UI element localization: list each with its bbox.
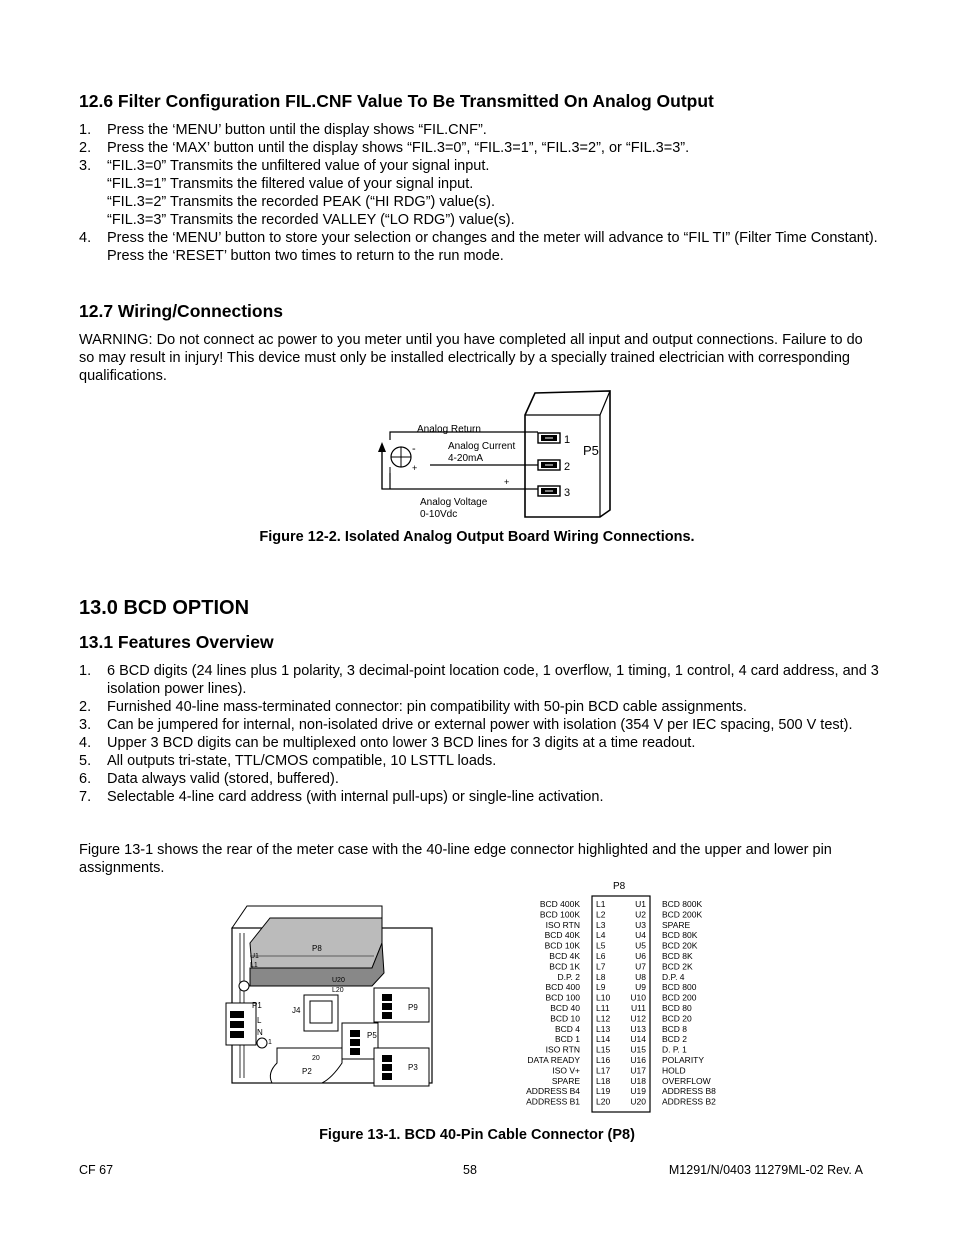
warning-paragraph: WARNING: Do not connect ac power to you meter until you have completed all input and output connections. Failure to do so may result in injury! This device must only be installed electrically by a specially trained electrician with corresponding qualifications.: [79, 332, 863, 384]
list-item-text: “FIL.3=1” Transmits the filtered value of your signal input.: [107, 176, 474, 192]
pin-lower: L1: [596, 899, 606, 909]
pin-left-label: ISO V+: [552, 1065, 580, 1076]
list-item: [79, 752, 879, 770]
list-12-6: [79, 121, 879, 265]
list-item-text: “FIL.3=2” Transmits the recorded PEAK (“HI RDG”) value(s).: [107, 194, 495, 210]
pin-upper: U18: [630, 1075, 646, 1086]
meter-l1-label: L1: [250, 962, 258, 969]
pin-right-label: D. P. 1: [662, 1044, 687, 1055]
pin-right-label: ADDRESS B2: [662, 1096, 716, 1107]
pin-left-label: ISO RTN: [545, 919, 580, 930]
list-item-text: Furnished 40-line mass-terminated connector: pin compatibility with 50-pin BCD cable assignments.: [107, 699, 747, 715]
list-item-text: Can be jumpered for internal, non-isolated drive or external power with isolation (354 V per IEC spacing, 500 V test).: [107, 717, 853, 733]
pin-upper: U6: [635, 951, 646, 961]
meter-u20-label: U20: [332, 977, 345, 984]
figure-13-1-caption: Figure 13-1. BCD 40-Pin Cable Connector (P8): [319, 1127, 635, 1143]
list-item-number: 5.: [79, 753, 92, 769]
screw-icon: [239, 981, 249, 991]
p5-terminal-3: [538, 486, 560, 496]
pin-right-label: BCD 2K: [662, 961, 693, 972]
pin-upper: U11: [631, 1003, 646, 1013]
pin-right-label: POLARITY: [662, 1055, 705, 1065]
pin-right-label: BCD 80: [662, 1003, 692, 1013]
pin-upper: U3: [635, 919, 646, 930]
list-item-number: 3.: [79, 717, 92, 733]
pin-upper: U15: [630, 1044, 646, 1055]
pin-left-label: BCD 40K: [544, 930, 580, 941]
plus-sign-wire: +: [504, 477, 510, 487]
p5-terminal-1: [538, 433, 560, 443]
pin-left-label: SPARE: [551, 1075, 580, 1086]
meter-l-label: L: [257, 1016, 262, 1025]
pin-left-label: BCD 10K: [544, 940, 580, 951]
section-13-0-heading: 13.0 BCD OPTION: [79, 597, 250, 619]
list-item-number: 4.: [79, 230, 92, 246]
p5-label: P5: [583, 443, 599, 458]
analog-return-label: Analog Return: [417, 424, 481, 435]
pin-lower: L12: [596, 1013, 611, 1024]
pin-upper: U1: [635, 899, 646, 909]
pin-right-label: BCD 80K: [662, 930, 698, 941]
list-item-number: 2.: [79, 699, 92, 715]
pin-lower: L3: [596, 919, 606, 930]
pin-left-label: BCD 100K: [539, 909, 580, 920]
pin-left-label: BCD 10: [550, 1013, 580, 1024]
current-range-label: 4-20mA: [448, 453, 484, 464]
p1-pin-3: 3: [230, 1034, 234, 1040]
pin-lower: L19: [596, 1086, 611, 1097]
list-item-text: Upper 3 BCD digits can be multiplexed onto lower 3 BCD lines for 3 digits at a time readout.: [107, 735, 696, 751]
pin-upper: U19: [630, 1086, 646, 1097]
pin-left-label: ISO RTN: [545, 1044, 580, 1055]
p1-pin-2: 2: [230, 1024, 234, 1030]
meter-p2-label: P2: [302, 1067, 312, 1076]
pin-upper: U20: [630, 1096, 646, 1107]
p9-terminal-block: [374, 988, 429, 1022]
voltage-range-label: 0-10Vdc: [420, 509, 458, 520]
pin-right-label: BCD 20: [662, 1013, 692, 1024]
list-item-text: Selectable 4-line card address (with internal pull-ups) or single-line activation.: [107, 789, 604, 805]
pin-2-label: 2: [564, 461, 571, 473]
list-item: [79, 734, 879, 752]
pin-lower: L5: [596, 940, 606, 951]
figure-12-2-diagram: [370, 385, 620, 520]
meter-p9-label: P9: [408, 1003, 418, 1012]
pin-1-label: 1: [564, 434, 571, 446]
pin-lower: L10: [596, 992, 611, 1003]
pin-upper: U16: [630, 1055, 646, 1065]
list-item: [79, 770, 879, 788]
pin-left-label: BCD 1: [554, 1034, 580, 1045]
pin-right-label: BCD 2: [662, 1034, 688, 1045]
pin-lower: L14: [596, 1034, 611, 1045]
pin-right-label: BCD 200K: [662, 909, 703, 920]
list-item-number: 1.: [79, 122, 92, 138]
list-13-1: [79, 662, 879, 806]
pin-right-label: ADDRESS B8: [662, 1086, 716, 1097]
list-item: [79, 788, 879, 806]
pin-table-title: P8: [613, 881, 626, 892]
list-item-text: All outputs tri-state, TTL/CMOS compatible, 10 LSTTL loads.: [107, 753, 497, 769]
pin-lower: L2: [596, 909, 606, 920]
pin-lower: L18: [596, 1075, 611, 1086]
plus-sign-source: +: [412, 463, 418, 473]
section-12-6-heading: 12.6 Filter Configuration FIL.CNF Value To Be Transmitted On Analog Output: [79, 91, 714, 111]
pin-lower: L9: [596, 982, 606, 993]
pin-right-label: BCD 20K: [662, 940, 698, 951]
meter-p5-label: P5: [367, 1031, 377, 1040]
pin-right-label: BCD 800: [662, 982, 697, 993]
p8-connector: [250, 918, 382, 968]
list-item-text: Press the ‘RESET’ button two times to return to the run mode.: [107, 248, 504, 264]
meter-20-label: 20: [312, 1055, 320, 1062]
pin-left-label: BCD 40: [550, 1003, 580, 1013]
pin-right-label: D.P. 4: [662, 971, 685, 982]
figure-13-1-diagram: [222, 878, 732, 1118]
pin-left-label: D.P. 2: [557, 971, 580, 982]
list-item-number: 7.: [79, 789, 92, 805]
meter-j4-label: J4: [292, 1006, 301, 1015]
pin-upper: U10: [630, 992, 646, 1003]
list-item-text: Press the ‘MENU’ button until the display shows “FIL.CNF”.: [107, 122, 487, 138]
meter-p1-label: P1: [252, 1001, 262, 1010]
list-item-number: 2.: [79, 140, 92, 156]
pin-right-label: BCD 8K: [662, 951, 693, 961]
p1-pin-1: 1: [230, 1014, 234, 1020]
j4-connector: [304, 995, 338, 1031]
pin-upper: U14: [630, 1034, 646, 1045]
list-item: [79, 229, 879, 265]
pin-upper: U9: [635, 982, 646, 993]
list-item-text: Press the ‘MAX’ button until the display shows “FIL.3=0”, “FIL.3=1”, “FIL.3=2”, or “FIL.3=3”.: [107, 140, 690, 156]
pin-left-label: DATA READY: [527, 1055, 580, 1065]
meter-n-label: N: [257, 1028, 263, 1037]
pin-upper: U5: [635, 940, 646, 951]
list-item: [79, 662, 879, 698]
pin-lower: L8: [596, 971, 606, 982]
analog-current-label: Analog Current: [448, 441, 516, 452]
pin-right-label: HOLD: [662, 1065, 686, 1076]
analog-voltage-label: Analog Voltage: [420, 497, 488, 508]
pin-upper: U7: [635, 961, 646, 972]
pin-upper: U8: [635, 971, 646, 982]
figure-intro-paragraph: Figure 13-1 shows the rear of the meter case with the 40-line edge connector highlighted and the upper and lower pin assignments.: [79, 842, 832, 876]
list-item-text: Data always valid (stored, buffered).: [107, 771, 339, 787]
pin-lower: L17: [596, 1065, 611, 1076]
pin-lower: L15: [596, 1044, 611, 1055]
list-item: [79, 139, 879, 157]
list-item-number: 1.: [79, 663, 92, 679]
meter-1-label: 1: [268, 1039, 272, 1046]
pin-upper: U4: [635, 930, 646, 941]
pin-right-label: BCD 800K: [662, 899, 703, 909]
meter-l20-label: L20: [332, 987, 344, 994]
pin-lower: L11: [596, 1003, 610, 1013]
pin-left-label: BCD 4K: [549, 951, 580, 961]
pin-lower: L16: [596, 1055, 611, 1065]
list-item-number: 4.: [79, 735, 92, 751]
pin-left-label: BCD 1K: [549, 961, 580, 972]
minus-sign: -: [412, 443, 416, 455]
meter-u1-label: U1: [250, 953, 259, 960]
list-item-number: 3.: [79, 158, 92, 174]
pin-left-label: BCD 400K: [539, 899, 580, 909]
pin-left-label: ADDRESS B1: [526, 1096, 580, 1107]
pin-right-label: OVERFLOW: [662, 1075, 711, 1086]
pin-lower: L7: [596, 961, 606, 972]
pin-lower: L13: [596, 1023, 611, 1034]
pin-upper: U13: [630, 1023, 646, 1034]
p5-terminal-2: [538, 460, 560, 470]
pin-left-label: BCD 100: [545, 992, 580, 1003]
footer-page-number: 58: [463, 1163, 477, 1177]
meter-p3-label: P3: [408, 1063, 418, 1072]
list-item: [79, 716, 879, 734]
pin-lower: L20: [596, 1096, 611, 1107]
list-item-text: “FIL.3=3” Transmits the recorded VALLEY (“LO RDG”) value(s).: [107, 212, 515, 228]
pin-right-label: BCD 8: [662, 1023, 688, 1034]
pin-right-label: SPARE: [662, 919, 691, 930]
list-item-text: Press the ‘MENU’ button to store your selection or changes and the meter will advance to “FIL TI” (Filter Time Constant).: [107, 230, 878, 246]
section-12-7-heading: 12.7 Wiring/Connections: [79, 301, 284, 321]
screw-icon: [257, 1038, 267, 1048]
section-13-1-heading: 13.1 Features Overview: [79, 632, 274, 652]
list-item: [79, 121, 879, 139]
current-arrow-icon: [378, 442, 386, 452]
pin-upper: U12: [630, 1013, 646, 1024]
footer-right: M1291/N/0403 11279ML-02 Rev. A: [668, 1163, 863, 1177]
pin-left-label: ADDRESS B4: [526, 1086, 580, 1097]
list-item-number: 6.: [79, 771, 92, 787]
pin-left-label: BCD 400: [545, 982, 580, 993]
pin-3-label: 3: [564, 487, 571, 499]
pin-right-label: BCD 200: [662, 992, 697, 1003]
list-item-text: 6 BCD digits (24 lines plus 1 polarity, 3 decimal-point location code, 1 overflow, 1 timing, 1 control, 4 card address, and 3 isolation power lines).: [107, 663, 879, 697]
meter-p8-label: P8: [312, 944, 322, 953]
list-item-text: “FIL.3=0” Transmits the unfiltered value of your signal input.: [107, 158, 490, 174]
list-item: [79, 698, 879, 716]
p3-terminal-block: [374, 1048, 429, 1086]
footer-left: CF 67: [79, 1163, 114, 1177]
pin-upper: U2: [635, 909, 646, 920]
p5-terminal-block: [342, 1023, 378, 1059]
figure-12-2-caption: Figure 12-2. Isolated Analog Output Board Wiring Connections.: [259, 529, 695, 545]
list-item: [79, 157, 879, 229]
pin-upper: U17: [630, 1065, 646, 1076]
pin-lower: L4: [596, 930, 606, 941]
pin-left-label: BCD 4: [554, 1023, 580, 1034]
pin-lower: L6: [596, 951, 606, 961]
